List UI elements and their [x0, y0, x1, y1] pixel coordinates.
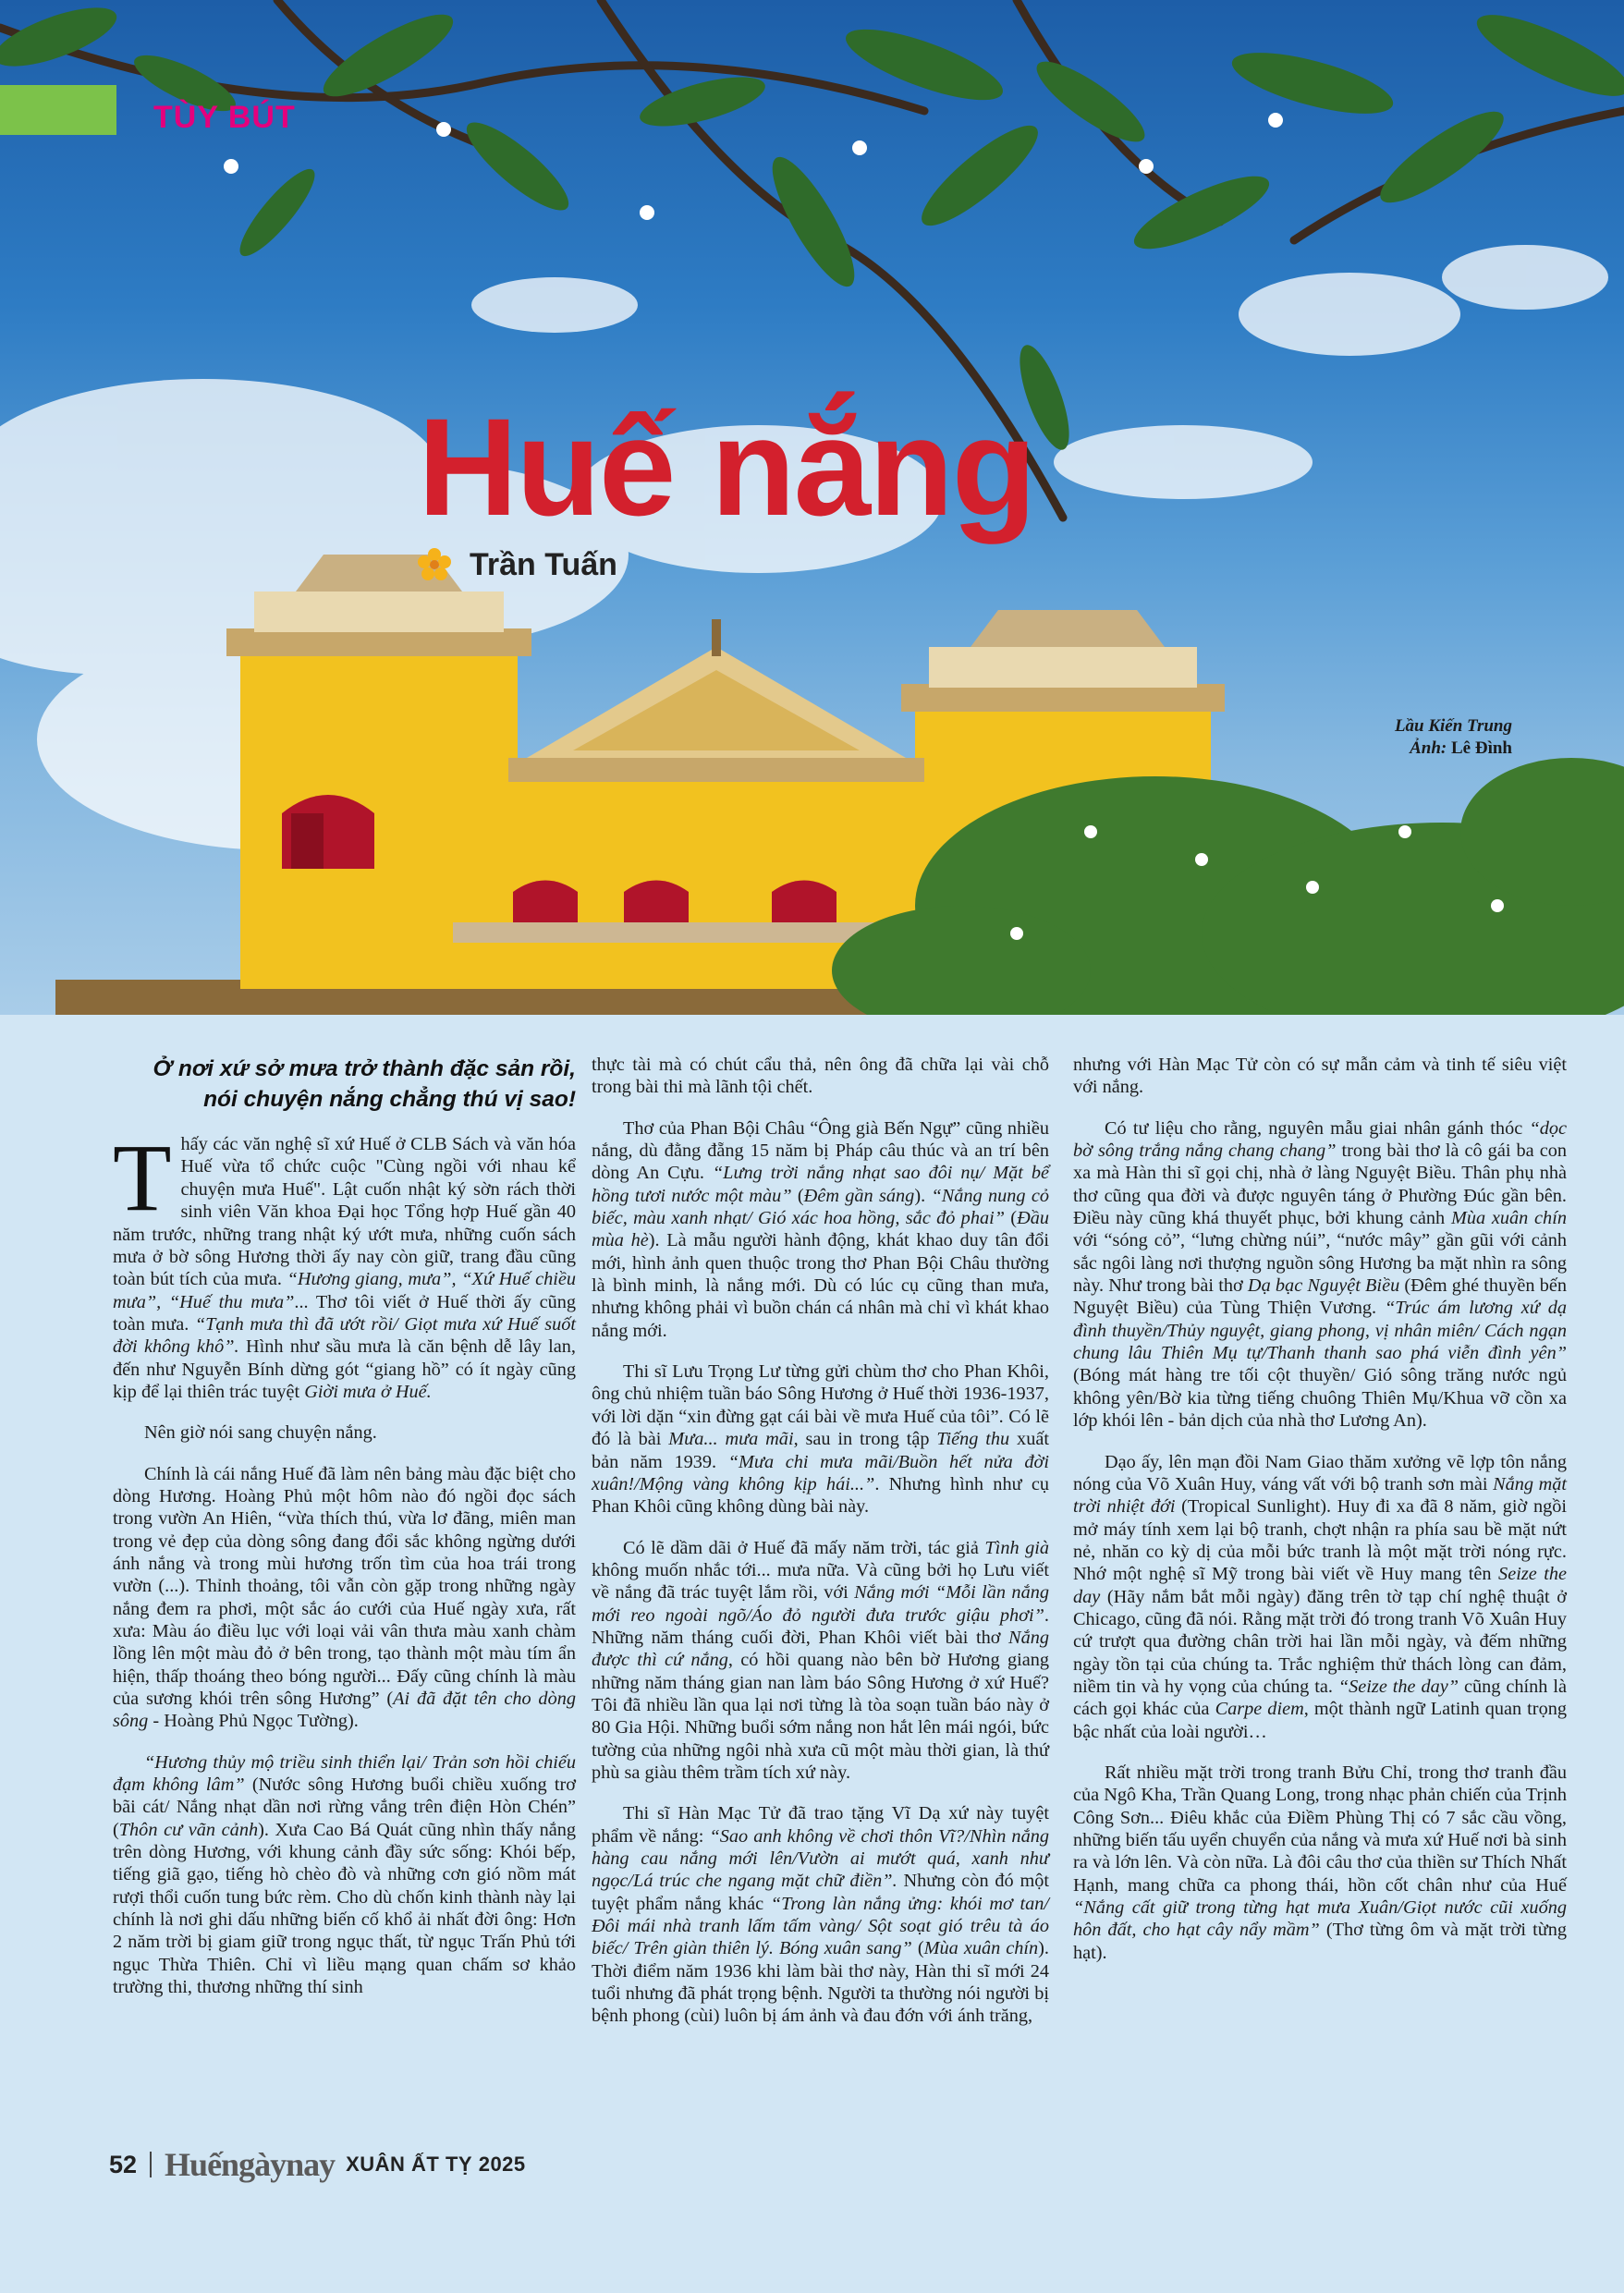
article-column-3	[1073, 1054, 1567, 1982]
page-footer	[109, 2141, 526, 2188]
paragraph: Có tư liệu cho rằng, nguyên mẫu giai nhân gánh thóc “dọc bờ sông trắng nắng chang chang” trong bài thơ là cô gái ba con xa mà Hàn thi sĩ gọi chị, nhà ở làng Nguyệt Biều. Thân phụ nhà thơ cũng qua đời và được nguyên táng ở Phường Đúc gần bên. Điều này cũng khá thuyết phục, bởi khung cảnh Mùa xuân chín với “sóng cỏ”, “lưng chừng núi”, “nước mây” gần gũi với cảnh sắc ngôi làng nơi thượng nguồn sông Hương ba mặt nhìn ra sông này. Như trong bài thơ Dạ bạc Nguyệt Biều (Đêm ghé thuyền bến Nguyệt Biều) của Tùng Thiện Vương. “Trúc ám lương xứ dạ đình thuyền/Thủy nguyệt, giang phong, vị nhân miên/ Cách ngạn chung lâu Thiên Mụ tự/Thanh thanh sao phá viễn đình yên” (Bóng mát hàng tre tối cột thuyền/ Gió sông trăng nước ngủ không yên/Bờ kia từng tiếng chuông Thiên Mụ/Khua vỡ cồn xa lớp khói lên - bản dịch của nhà thơ Lương An).	[1073, 1117, 1567, 1432]
section-tag-bar	[0, 85, 116, 135]
paragraph: thực tài mà có chút cẩu thả, nên ông đã chữa lại vài chỗ trong bài thi mà lãnh tội chết.	[592, 1055, 1049, 1098]
page-number: 52	[109, 2150, 138, 2178]
paragraph: Thấy các văn nghệ sĩ xứ Huế ở CLB Sách và văn hóa Huế vừa tổ chức cuộc "Cùng ngồi với nhau kể chuyện mưa Huế". Lật cuốn nhật ký sờn rách thời sinh viên Văn khoa Đại học Tổng hợp Huế gần 40 năm trước, những trang nhật ký ướt mưa, những cuốn sách mưa ở bờ sông Hương thời ấy nay còn giữ, trang đầu cũng toàn bút tích của mưa. “Hương giang, mưa”, “Xứ Huế chiều mưa”, “Huế thu mưa”... Thơ tôi viết ở Huế thời ấy cũng toàn mưa. “Tạnh mưa thì đã ướt rồi/ Giọt mưa xứ Huế suốt đời không khô”. Hình như sầu mưa là căn bệnh dễ lây lan, đến như Nguyễn Bính dừng gót “giang hồ” có ít ngày cũng kịp để lại thiên trác tuyệt Giời mưa ở Huế.	[113, 1125, 576, 1402]
paragraph: Thi sĩ Hàn Mạc Tử đã trao tặng Vĩ Dạ xứ này tuyệt phẩm về nắng: “Sao anh không về chơi thôn Vĩ?/Nhìn nắng hàng cau nắng mới lên/Vườn ai mướt quá, xanh như ngọc/Lá trúc che ngang mặt chữ điền”. Nhưng còn đó một tuyệt phẩm nắng khác “Trong làn nắng ửng: khói mơ tan/Đôi mái nhà tranh lấm tấm vàng/ Sột soạt gió trêu tà áo biếc/ Trên giàn thiên lý. Bóng xuân sang” (Mùa xuân chín). Thời điểm năm 1936 khi làm bài thơ này, Hàn thi sĩ mới 24 tuổi nhưng đã phát trọng bệnh. Người ta thường nói người bị bệnh phong (cùi) luôn bị ám ảnh và đau đớn với ánh trăng,	[592, 1803, 1050, 2027]
article-title: Huế nắng	[418, 389, 1035, 544]
paragraph: Có lẽ dầm dãi ở Huế đã mấy năm trời, tác giả Tình già không muốn nhắc tới... mưa nữa. Và cũng bởi họ Lưu viết về nắng đã trác tuyệt lắm rồi, với Nắng mới “Mỗi lần nắng mới reo ngoài ngõ/Áo đỏ người đưa trước giậu phơi”. Những năm tháng cuối đời, Phan Khôi viết bài thơ Nắng được thì cứ nắng, có hồi quang nào bên bờ Hương giang những năm tháng gian nan làm báo Sông Hương ở xứ Huế? Tôi đã nhiều lần qua lại nơi từng là tòa soạn tuần báo này ở 80 Gia Hội. Những buổi sớm nắng non hắt lên mái ngói, bức tường của những ngôi nhà xưa cũ một màu thời gian, là thứ phù sa giàu thêm trầm tích xứ này.	[592, 1537, 1050, 1783]
article-column-2	[592, 1054, 1049, 2046]
article-lead: Ở nơi xứ sở mưa trở thành đặc sản rồi, nói chuyện nắng chẳng thú vị sao!	[153, 1056, 576, 1113]
flower-icon	[418, 548, 451, 581]
paragraph: Rất nhiều mặt trời trong tranh Bửu Chỉ, trong thơ tranh đầu của Ngô Kha, Trần Quang Long, trong nhạc phản chiến của Trịnh Công Sơn... Điêu khắc của Điềm Phùng Thị có 7 sắc cầu vồng, những biến tấu uyển chuyển của nắng và mưa xứ Huế nơi bà sinh ra và lớn lên. Và còn nữa. Là đôi câu thơ của thiền sư Thích Nhất Hạnh, mang chữa ca phong thái, hồn cốt chân như của Huế “Nắng cất giữ trong từng hạt mưa Xuân/Giọt nước cũi xuống hôn đất, cho hạt cây nẩy mầm” (Thơ từng ôm và mặt trời từng hạt).	[1073, 1762, 1567, 1963]
caption-credit-name: Lê Đình	[1451, 738, 1512, 758]
paragraph: Chính là cái nắng Huế đã làm nên bảng màu đặc biệt cho dòng Hương. Hoàng Phủ một hôm nào đó ngồi đọc sách trong vườn An Hiên, “vừa thích thú, vừa lơ đãng, miên man trong vẻ đẹp của dòng sông đang đổi sắc không ngừng dưới ánh nắng và trong mùi hương trốn tìm của hoa trái trong vườn (...). Thỉnh thoảng, tôi vẫn còn gặp trong những ngày nắng đem ra phơi, một sắc áo cưới của Huế ngày xưa, rất xưa: Màu áo điều lục với loại vải vân thưa màu xanh chàm lồng lên một màu đỏ ở bên trong, tạo thành một màu tím ẩn hiện, thấp thoáng theo bóng người... Đấy cũng chính là màu của sương khói trên sông Hương” (Ai đã đặt tên cho dòng sông - Hoàng Phủ Ngọc Tường).	[113, 1463, 576, 1732]
photo-caption	[1239, 715, 1512, 760]
caption-credit-label: Ảnh:	[1410, 738, 1447, 758]
drop-cap: T	[113, 1125, 172, 1232]
magazine-logo: Huếngàynay	[165, 2146, 336, 2183]
hero-photo	[0, 0, 1624, 1015]
paragraph: “Hương thủy mộ triều sinh thiển lại/ Trản sơn hồi chiếu đạm không lâm” (Nước sông Hương buổi chiều xuống trơ bãi cát/ Nắng nhạt dần nơi rừng vắng trên điện Hòn Chén” (Thôn cư vãn cảnh). Xưa Cao Bá Quát cũng nhìn thấy nắng trên dòng Hương, với khung cảnh đầy sức sống: Khói bếp, tiếng giã gạo, tiếng hò chèo đò và những cơn gió nồm mát rượi thổi cuốn tung bức rèm. Cho dù chốn kinh thành này lại chính là nơi ghi dấu những biến cố khổ ải nhất đời ông: Hơn 2 năm trời bị giam giữ trong ngục thất, từ ngục Trấn Phủ tới ngục Thừa Thiên. Chỉ vì liều mạng quan chấm sơ khảo trường thi, thương những thí sinh	[113, 1751, 576, 1998]
paragraph: Dạo ấy, lên mạn đồi Nam Giao thăm xưởng vẽ lợp tôn nắng nóng của Võ Xuân Huy, váng vất với bộ tranh sơn mài Nắng mặt trời nhiệt đới (Tropical Sunlight). Huy đi xa đã 8 năm, giờ ngồi mở máy tính xem lại bộ tranh, chợt nhận ra phía sau bề mặt nứt nẻ, nhăn co kỳ dị của mỗi bức tranh là một mặt trời nóng rực. Nhớ một nghệ sĩ Mỹ trong bài viết về Huy mang tên Seize the day (Hãy nắm bắt mỗi ngày) đăng trên tờ tạp chí nghệ thuật ở Chicago, cũng đã nói. Rằng mặt trời đó trong tranh Võ Xuân Huy cứ trượt qua đường chân trời hai lần mỗi ngày, và đếm những ngày tồn tại của chúng ta. Trắc nghiệm thử thách lòng can đảm, niềm tin và hy vọng của chúng ta. “Seize the day” cũng chính là cách gọi khác của Carpe diem, một thành ngữ Latinh quan trọng bậc nhất của loài người…	[1073, 1451, 1567, 1742]
paragraph: nhưng với Hàn Mạc Tử còn có sự mẫn cảm và tinh tế siêu việt với nắng.	[1073, 1055, 1567, 1098]
author-name: Trần Tuấn	[470, 547, 617, 582]
paragraph: Nên giờ nói sang chuyện nắng.	[144, 1422, 377, 1444]
paragraph: Thi sĩ Lưu Trọng Lư từng gửi chùm thơ cho Phan Khôi, ông chủ nhiệm tuần báo Sông Hương ở Huế thời 1936-1937, với lời dặn “xin đừng gạt cái bài về mưa Huế của tôi”. Có lẽ đó là bài Mưa... mưa mãi, sau in trong tập Tiếng thu xuất bản năm 1939. “Mưa chi mưa mãi/Buồn hết nửa đời xuân!/Mộng vàng không kịp hái...”. Nhưng hình như cụ Phan Khôi cũng không dùng bài này.	[592, 1361, 1050, 1518]
article-column-1	[113, 1054, 576, 2018]
caption-place: Lầu Kiến Trung	[1394, 716, 1512, 736]
footer-divider	[150, 2152, 152, 2177]
section-tag: TÙY BÚT	[153, 100, 296, 135]
issue-label: XUÂN ẤT TỴ 2025	[346, 2153, 526, 2176]
paragraph: Thơ của Phan Bội Châu “Ông già Bến Ngự” cũng nhiều nắng, dù đằng đẵng 15 năm bị Pháp câu thúc và an trí bên dòng An Cựu. “Lưng trời nắng nhạt sao đôi nụ/ Mặt bể hồng tươi nước một màu” (Đêm gần sáng). “Nắng nung cỏ biếc, màu xanh nhạt/ Gió xác hoa hồng, sắc đỏ phai” (Đầu mùa hè). Là mẫu người hành động, khát khao duy tân đổi mới, hình ảnh quen thuộc trong thơ Phan Bội Châu thường là bình minh, là nắng mới. Dù có lúc cụ cũng than mưa, nhưng không phải vì buồn chán cá nhân mà chỉ vì khát khao nắng mới.	[592, 1117, 1050, 1341]
